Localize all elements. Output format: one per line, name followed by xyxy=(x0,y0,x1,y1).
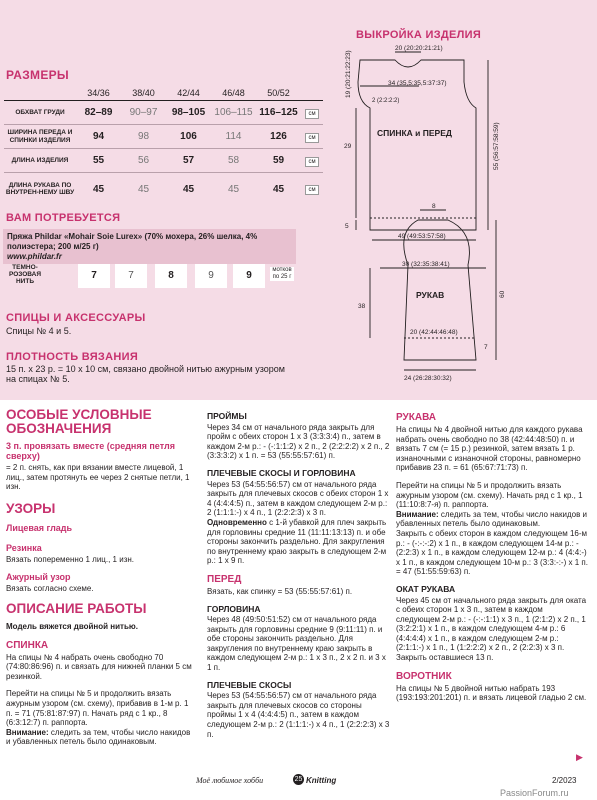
sleeve-top-label: 8 xyxy=(432,203,436,210)
pattern-diagram xyxy=(300,40,597,390)
cell: 98 xyxy=(121,125,166,149)
density-text: 15 п. х 23 р. = 10 х 10 см, связано двойной нитью ажурным узором на спицах № 5. xyxy=(6,364,285,384)
cell: 45 xyxy=(92,183,105,195)
cell: 55 xyxy=(76,149,121,173)
qty-unit: мотков по 25 г xyxy=(270,267,294,281)
cell: 126 xyxy=(256,125,301,149)
cell: 116–125 xyxy=(256,101,301,125)
cell: 114 xyxy=(211,125,256,149)
arm-title: ПРОЙМЫ xyxy=(207,411,247,421)
size-col: 42/44 xyxy=(166,86,211,101)
p2-text: Вязать попеременно 1 лиц., 1 изн. xyxy=(6,555,134,565)
unit: см xyxy=(305,185,318,195)
cell: 45 xyxy=(137,183,150,195)
special-sub: 3 п. провязать вместе (средняя петля сверху) xyxy=(6,441,175,461)
back-title: СПИНКА xyxy=(6,639,49,651)
neck-text: Через 48 (49:50:51:52) см от начального ряда закрыть для горловины средние 9 (9:11:11) п. и обе стороны закончить раздельно. Для закругления по внутреннему краю закрыть в каждом следующем 2-м р.: 1 х 3 п., 2 х 2 п. и 3 х 1 п. xyxy=(207,615,386,673)
unit: см xyxy=(305,157,318,167)
cell: 98–105 xyxy=(166,101,211,125)
back-note-bold: Внимание: xyxy=(6,727,49,737)
sh-text2: с 1-й убавкой для плеч закрыть для горловины средние 11 (11:11:13:13) п. и обе стороны закончить раздельно. Для закругления по внутреннему краю закрыть в следующем 2-м р.: 1 х 9 п. xyxy=(207,517,387,566)
unit: см xyxy=(305,109,318,119)
size-col: 46/48 xyxy=(211,86,256,101)
cell: 45 xyxy=(182,183,195,195)
sleeve-label: РУКАВ xyxy=(416,290,445,300)
row-label: ДЛИНА РУКАВА ПО ВНУТРЕН-НЕМУ ШВУ xyxy=(5,181,75,196)
table-row xyxy=(4,149,323,173)
sleeve-width-label: 30 (32:35:38:41) xyxy=(402,261,450,268)
footer-brand: Knitting xyxy=(306,776,337,785)
sh2-text: Через 53 (54:55:56:57) см от начального ряда закрыть для плечевых скосов со стороны проймы 1 х 4 (4:4:4:5) п., затем в каждом следующем 2-м р.: 2 (1:1:1:-) х 4 п., 1 (2:2:2:3) х 3 п. xyxy=(207,691,390,739)
h5-label: 5 xyxy=(345,223,349,230)
table-row xyxy=(4,173,323,206)
qty-cell: 9 xyxy=(233,264,265,288)
front-text: Вязать, как спинку = 53 (55:55:57:61) п. xyxy=(207,586,353,596)
collar-text: На спицы № 5 двойной нитью набрать 193 (193:193:201:201) п. и вязать лицевой гладью 2 см. xyxy=(396,683,587,703)
h60-label: 60 xyxy=(499,290,506,298)
sh-bold: Одновременно xyxy=(207,517,267,527)
cell: 45 xyxy=(272,183,285,195)
cell: 94 xyxy=(76,125,121,149)
p3-title: Ажурный узор xyxy=(6,571,71,582)
armhole-label: 49 (49:53:57:58) xyxy=(398,233,446,240)
cuff-label: 20 (42:44:46:48) xyxy=(410,329,458,336)
qty-cell: 7 xyxy=(78,264,110,288)
qty-cell: 8 xyxy=(155,264,187,288)
p3-text: Вязать согласно схеме. xyxy=(6,584,94,594)
spokes-title: СПИЦЫ И АКСЕССУАРЫ xyxy=(6,312,146,324)
collar-title: ВОРОТНИК xyxy=(396,670,452,682)
sleeve-bottom-label: 24 (26:28:30:32) xyxy=(404,375,452,382)
issue: 2/2023 xyxy=(552,776,577,785)
okat-text: Через 45 см от начального ряда закрыть для оката с обеих сторон 1 х 3 п., затем в каждом следующем 2-м р.: - (-:-:1:1) х 3 п., 1 (2:1:2) х 2 п., 1 (3:2:2:1) х 1 п., в каждом следующем 4-м р.: 6 (4:4:4:4) х 1 п., в каждом следующем 2-м р.: (2:1:1:-) х 1 п., 1 (1:2:2:2) х 2 п., 2 (2:2:3) х 3 п. Закрыть оставшиеся 13 п. xyxy=(396,595,587,663)
arm-text: Через 34 см от начального ряда закрыть для пройм с обеих сторон 1 х 3 (3:3:3:4) п., затем в каждом 2-м р.: - (-:1:1:2) х 2 п., 2 (2:2:2:2) х 2 п., 2 (3:3:3:2) х 1 п. = 53 (55:55:57:61) п. xyxy=(207,422,390,461)
qty-cell: 9 xyxy=(195,264,227,288)
table-row xyxy=(4,125,323,149)
depth-label: 2 (2:2:2:2) xyxy=(372,98,400,104)
sh2-title: ПЛЕЧЕВЫЕ СКОСЫ xyxy=(207,679,292,690)
cell: 45 xyxy=(227,183,240,195)
sleeve-text1: На спицы № 4 двойной нитью для каждого рукава набрать очень свободно по 38 (42:44:48:50) п. и вязать 7 см (= 15 р.) резинкой, затем вязать 1 р. изнаночными с изнаночной стороны, равномерно прибавив 23 п. = 61 (65:67:71:73) п. xyxy=(396,425,583,473)
sleeve-text2: Перейти на спицы № 5 и продолжить вязать ажурным узором (см. схему). Начать ряд с 1 кр., 1 (11:10:8:7-я) п. раппорта. xyxy=(396,480,583,510)
special-title: ОСОБЫЕ УСЛОВНЫЕ ОБОЗНАЧЕНИЯ xyxy=(6,407,152,436)
back-note: следить за тем, чтобы число накидов и убавленных петель было одинаковым. xyxy=(6,727,191,747)
desc-text: Модель вяжется двойной нитью. xyxy=(6,621,138,631)
need-title: ВАМ ПОТРЕБУЕТСЯ xyxy=(6,212,121,224)
qty-cell: 7 xyxy=(115,264,147,288)
back-text1: На спицы № 4 набрать очень свободно 70 (74:80:86:96) п. и связать для нижней планки 5 см резинкой. xyxy=(6,652,192,681)
size-col: 38/40 xyxy=(121,86,166,101)
okat-title: ОКАТ РУКАВА xyxy=(396,583,456,594)
table-row xyxy=(4,101,323,125)
height-label: 55 (56:57:58:59) xyxy=(493,122,500,170)
cell: 106–115 xyxy=(211,101,256,125)
sh-title: ПЛЕЧЕВЫЕ СКОСЫ И ГОРЛОВИНА xyxy=(207,467,356,478)
sleeve-note: следить за тем, чтобы число накидов и убавленных петель было одинаковым. xyxy=(396,509,588,529)
footer-left: Моё любимое хобби xyxy=(196,776,264,785)
sh-text1: Через 53 (54:55:56:57) см от начального ряда закрыть для плечевых скосов с обеих сторон 1 х 4 (4:4:4:5) п., затем в каждом следующем 2-м р.: 2 (1:1:1:-) х 4 п., 1 (2:2:2:3) х 3 п. xyxy=(207,479,389,518)
size-col: 34/36 xyxy=(76,86,121,101)
neck-label: 20 (20:20:21:21) xyxy=(395,45,443,52)
page-number: 25 xyxy=(294,776,303,783)
spokes-text: Спицы № 4 и 5. xyxy=(6,326,72,336)
back-text2: Перейти на спицы № 5 и продолжить вязать ажурным узором (см. схему), прибавив в 1-м р. 1 п. = 71 (75:81:87:97) п. Начать ряд с 1 кр., 8 (6:3:12:7) п. раппорта. xyxy=(6,689,189,728)
unit: см xyxy=(305,133,318,143)
width-label: 34 (35,5:35,5:37:37) xyxy=(388,80,447,87)
yarn-box xyxy=(3,229,296,264)
sizes-table xyxy=(4,86,323,205)
row-label: ОБХВАТ ГРУДИ xyxy=(4,101,76,125)
h7-label: 7 xyxy=(484,344,488,351)
cell: 57 xyxy=(166,149,211,173)
p2-title: Резинка xyxy=(6,542,42,553)
cell: 82–89 xyxy=(76,101,121,125)
watermark: PassionForum.ru xyxy=(500,788,569,798)
cell: 59 xyxy=(256,149,301,173)
row-label: ШИРИНА ПЕРЕДА И СПИНКИ ИЗДЕЛИЯ xyxy=(4,125,76,149)
neck-title: ГОРЛОВИНА xyxy=(207,603,261,614)
h38-label: 38 xyxy=(358,303,366,310)
pattern-title: ВЫКРОЙКА ИЗДЕЛИЯ xyxy=(356,29,482,41)
yarn-site: www.phildar.fr xyxy=(7,252,62,261)
p1-title: Лицевая гладь xyxy=(6,522,73,533)
size-col: 50/52 xyxy=(256,86,301,101)
cell: 58 xyxy=(211,149,256,173)
shoulder-label: 19 (20:21:22:23) xyxy=(345,50,352,98)
qty-label: ТЕМНО-РОЗОВАЯ НИТЬ xyxy=(8,264,42,285)
row-label: ДЛИНА ИЗДЕЛИЯ xyxy=(4,149,76,173)
cell: 56 xyxy=(121,149,166,173)
cell: 106 xyxy=(166,125,211,149)
next-arrow-icon: ▶ xyxy=(576,752,583,762)
patterns-title: УЗОРЫ xyxy=(6,500,56,516)
density-title: ПЛОТНОСТЬ ВЯЗАНИЯ xyxy=(6,351,139,363)
sleeve-text3: Закрыть с обеих сторон в каждом следующем 16-м р.: - (-:-:-:2) х 1 п., в каждом следующем 14-м р.: - (2:2:3) х 1 п., в каждом следующем 12-м р.: 4 (4:4:-) х 1 п., в каждом следующем 10-м р.: 3 (3:3:-:-) х 1 п. = 47 (51:55:59:63) п. xyxy=(396,528,588,577)
body-label: СПИНКА и ПЕРЕД xyxy=(377,128,452,138)
yarn-text: Пряжа Phildar «Mohair Soie Lurex» (70% мохера, 26% шелка, 4% полиэстера; 200 м/25 г) xyxy=(7,232,258,251)
front-title: ПЕРЕД xyxy=(207,573,242,585)
column-2 xyxy=(207,412,392,747)
column-1 xyxy=(6,408,196,755)
desc-title: ОПИСАНИЕ РАБОТЫ xyxy=(6,600,147,616)
sleeve-title: РУКАВА xyxy=(396,412,437,423)
special-text: = 2 п. снять, как при вязании вместе лицевой, 1 лиц., затем протянуть ее через 2 снятые петли, 1 изн. xyxy=(6,463,190,492)
h29-label: 29 xyxy=(344,143,352,150)
sizes-title: РАЗМЕРЫ xyxy=(6,68,69,82)
column-3 xyxy=(396,412,588,711)
sleeve-note-bold: Внимание: xyxy=(396,509,439,519)
cell: 90–97 xyxy=(121,101,166,125)
